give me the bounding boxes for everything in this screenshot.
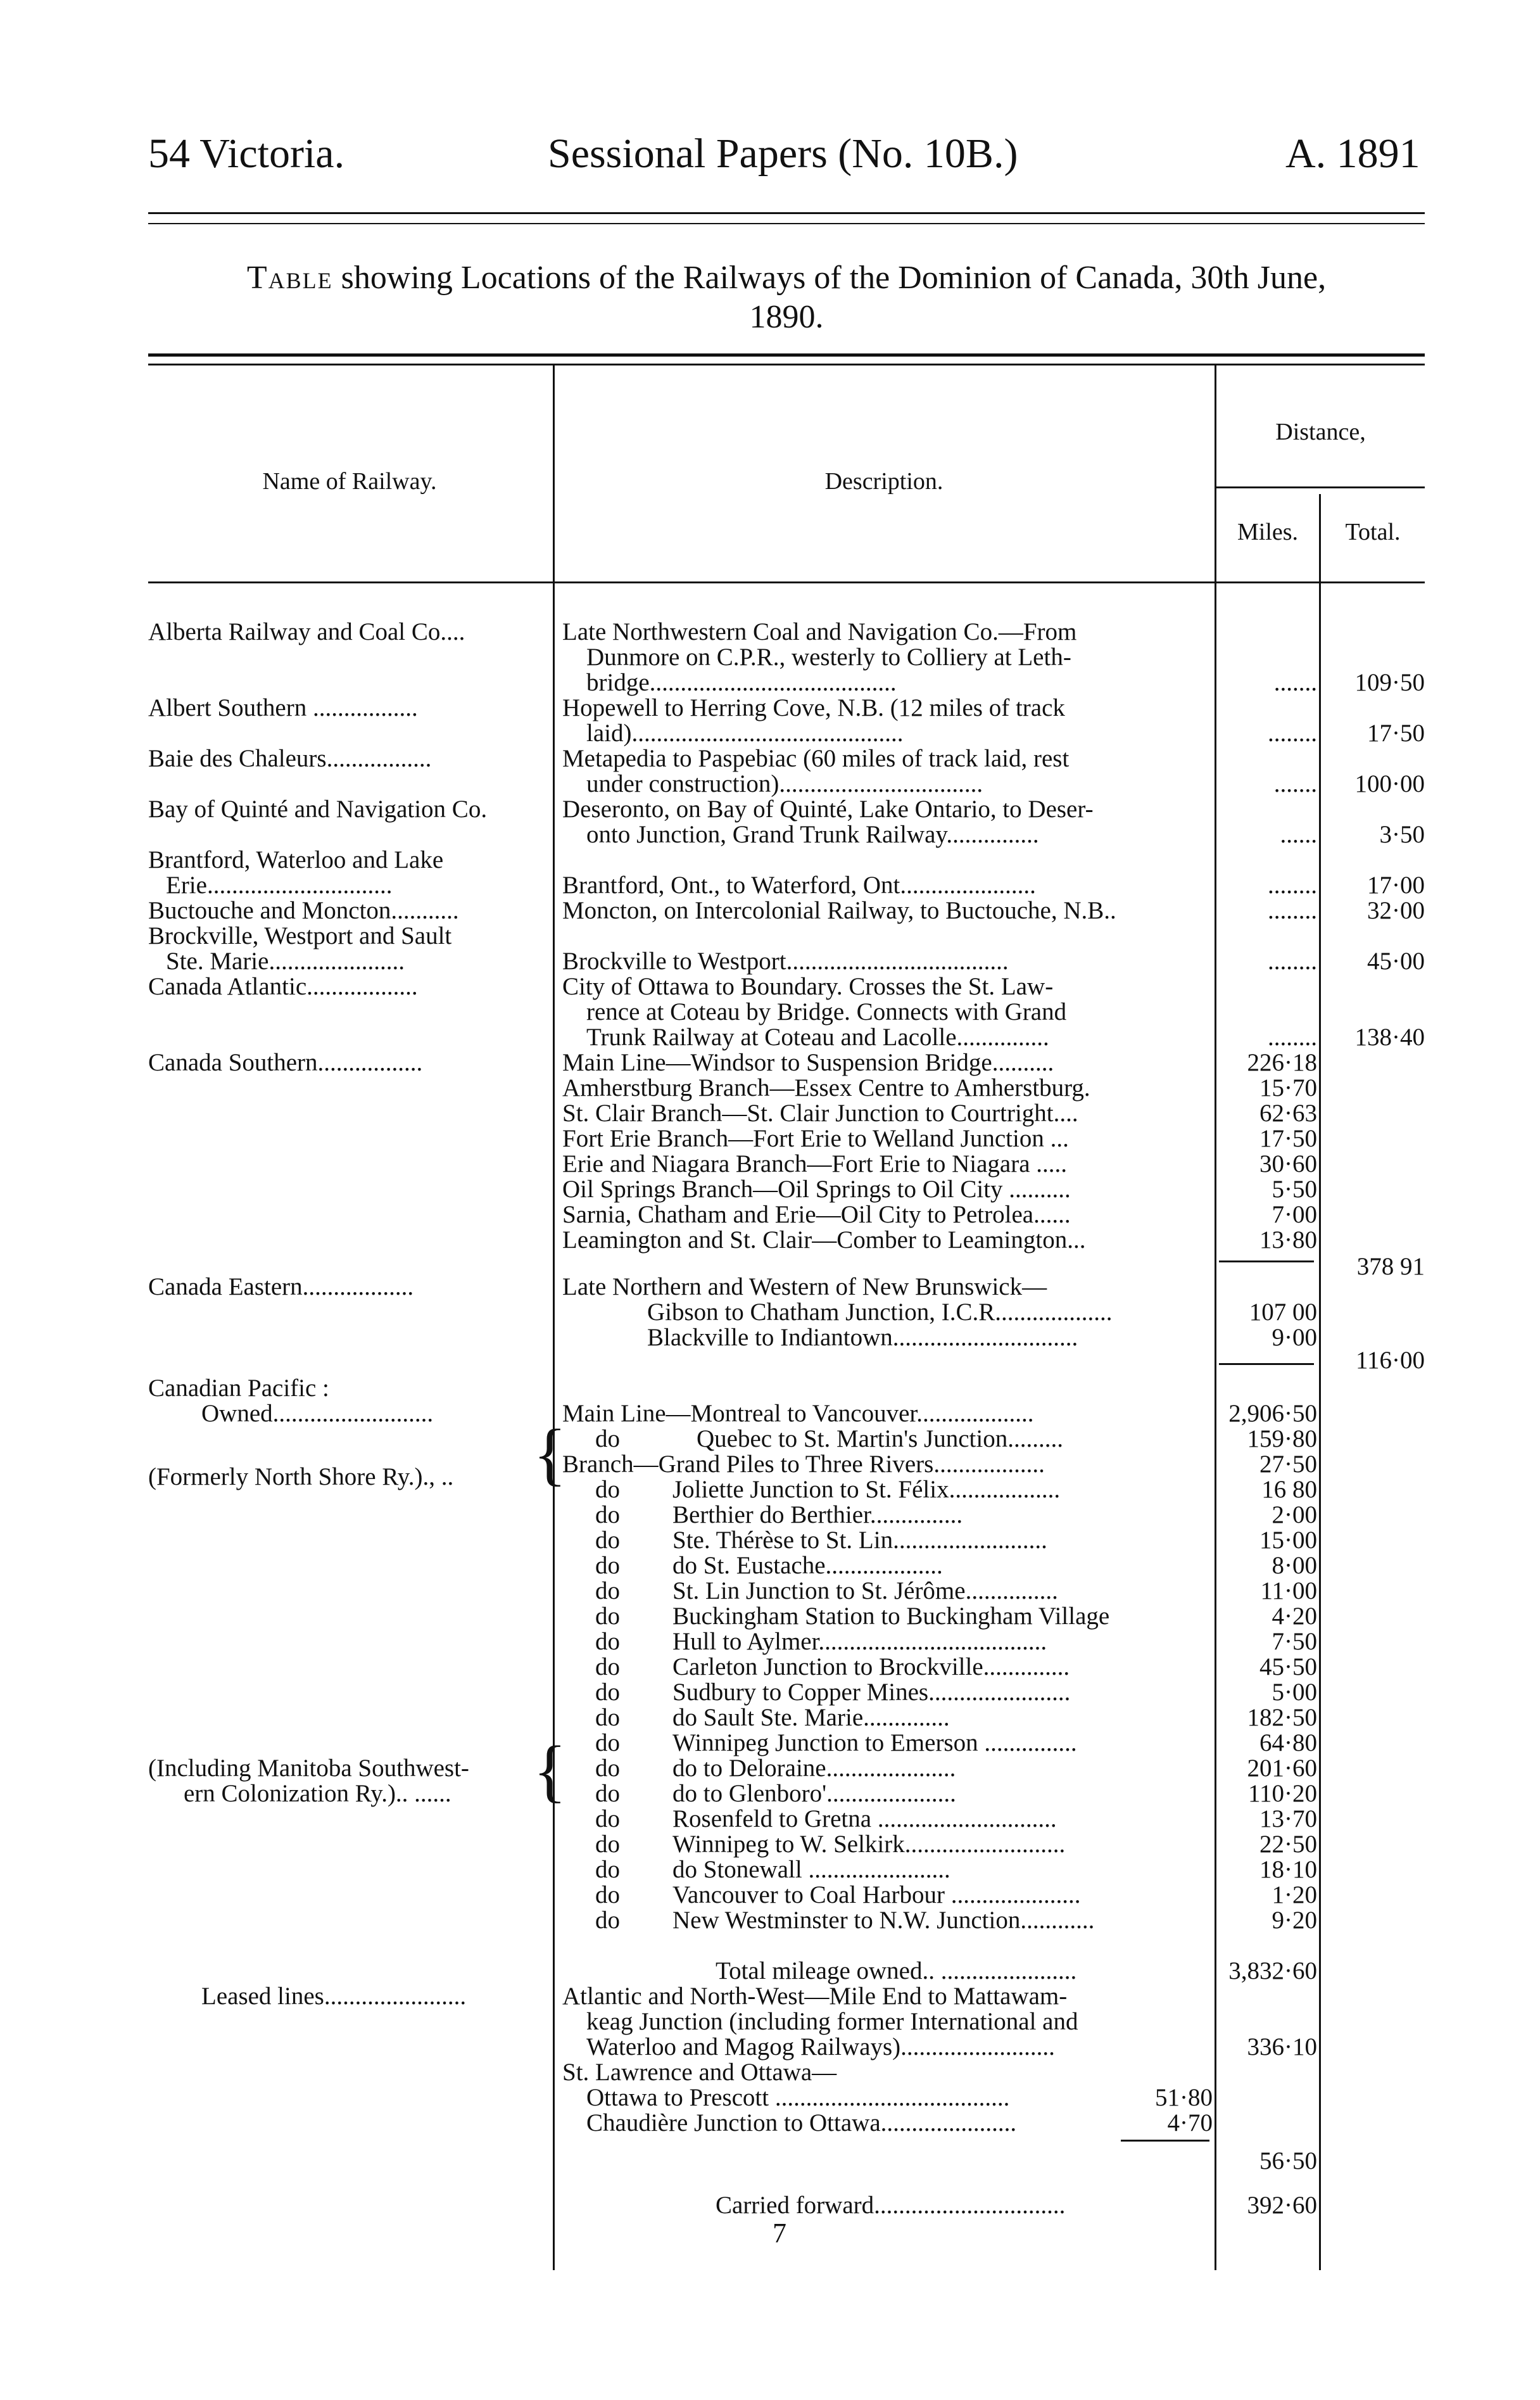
cp-line-miles: 201·60 [1247,1755,1317,1782]
cp-total-owned-value: 3,832·60 [1228,1957,1317,1984]
cp-line-route: Winnipeg Junction to Emerson ............... [672,1729,1077,1756]
table-top-rule-1 [148,353,1425,357]
table-row [0,797,1540,822]
row-miles: ...... [1280,821,1317,848]
cp-line-row [0,1553,1540,1578]
cp-line-prefix: do [595,1907,620,1934]
leased-line-2: keag Junction (including former International and [586,2008,1078,2035]
row-miles: 30·60 [1259,1150,1317,1178]
row-description: rence at Coteau by Bridge. Connects with Grand [586,998,1067,1025]
cp-line-route: Carleton Junction to Brockville.............. [672,1653,1070,1680]
row-railway-name: Bay of Quinté and Navigation Co. [148,796,488,823]
cp-line-miles: 2,906·50 [1228,1400,1317,1427]
cp-line-miles: 9·20 [1272,1907,1317,1934]
row-total: 3·50 [1379,821,1425,848]
cp-line-row [0,1806,1540,1832]
row-description: Erie and Niagara Branch—Fort Erie to Niagara ..... [562,1150,1068,1178]
cp-line-row [0,1477,1540,1502]
cp-manitoba-note-1: (Including Manitoba Southwest- [148,1755,469,1782]
row-description: Trunk Railway at Coteau and Lacolle............... [586,1024,1049,1051]
row-description: Leamington and St. Clair—Comber to Leamington... [562,1226,1086,1254]
cp-line-miles: 7·50 [1272,1628,1317,1655]
cp-line-miles: 18·10 [1259,1856,1317,1883]
row-description: Brantford, Ont., to Waterford, Ont...................... [562,872,1036,899]
row-total: 32·00 [1367,897,1425,924]
table-row [0,1228,1540,1253]
row-railway-name: Canada Southern................. [148,1049,423,1076]
caption-lead: Table [246,260,333,296]
row-total: 109·50 [1354,669,1425,696]
eastern-total-row [0,1348,1540,1373]
cp-line-prefix: do [595,1729,620,1756]
cp-line-route: New Westminster to N.W. Junction............ [672,1907,1095,1934]
table-row [0,670,1540,695]
row-description: Late Northwestern Coal and Navigation Co.—From [562,618,1077,645]
north-shore-brace: { [533,1415,567,1492]
eastern-line-1: Late Northern and Western of New Brunswick— [562,1273,1047,1300]
eastern-row-1 [0,1274,1540,1300]
leased-name: Leased lines....................... [201,1983,467,2010]
row-railway-name: Buctouche and Moncton........... [148,897,459,924]
cp-line-row [0,1908,1540,1933]
table-row [0,695,1540,721]
table-row [0,1076,1540,1101]
cp-line-row [0,1654,1540,1680]
cp-line-row [0,1452,1540,1477]
leased-line-3-miles: 336·10 [1247,2033,1317,2060]
table-row [0,1177,1540,1202]
leased-row-2 [0,2009,1540,2035]
cp-line-prefix: do [595,1881,620,1908]
row-description: Fort Erie Branch—Fort Erie to Welland Junction ... [562,1125,1069,1152]
cp-name-row-1 [0,1376,1540,1401]
cp-line-prefix: do [595,1628,620,1655]
cp-line-prefix: do [595,1603,620,1630]
cp-line-row [0,1832,1540,1857]
southern-total: 378 91 [1356,1253,1425,1280]
cp-name: Canadian Pacific : [148,1375,329,1402]
carried-forward-value: 392·60 [1247,2192,1317,2219]
cp-line-prefix: Branch—Grand Piles to Three Rivers.................. [562,1451,1045,1478]
row-railway-name: Ste. Marie...................... [166,948,405,975]
cp-line-row [0,1883,1540,1908]
cp-line-miles: 5·00 [1272,1679,1317,1706]
row-description: Main Line—Windsor to Suspension Bridge.......... [562,1049,1054,1076]
caption-text: showing Locations of the Railways of the Dominion of Canada, 30th June, [332,260,1327,296]
row-miles: 5·50 [1272,1176,1317,1203]
cp-line-row [0,1604,1540,1629]
cp-line-row [0,1426,1540,1452]
cp-line-miles: 159·80 [1247,1425,1317,1452]
table-row [0,822,1540,848]
cp-line-row [0,1857,1540,1883]
cp-line-route: Vancouver to Coal Harbour ..................... [672,1881,1081,1908]
leased-line-1: Atlantic and North-West—Mile End to Mattawam- [562,1983,1068,2010]
cp-line-route: Ste. Thérèse to St. Lin......................... [672,1527,1047,1554]
row-miles: 13·80 [1259,1226,1317,1254]
row-description: onto Junction, Grand Trunk Railway............... [586,821,1039,848]
table-row [0,898,1540,924]
row-miles: 226·18 [1247,1049,1317,1076]
row-description: St. Clair Branch—St. Clair Junction to Courtright.... [562,1100,1078,1127]
cp-line-miles: 22·50 [1259,1831,1317,1858]
row-railway-name: Canada Atlantic.................. [148,973,418,1000]
cp-line-row [0,1629,1540,1654]
row-description: under construction)................................. [586,770,983,797]
eastern-line-3-miles: 9·00 [1272,1324,1317,1351]
cp-line-miles: 182·50 [1247,1704,1317,1731]
row-railway-name: Brockville, Westport and Sault [148,922,452,949]
row-miles: ....... [1273,770,1317,797]
row-miles: 62·63 [1259,1100,1317,1127]
row-description: bridge........................................ [586,669,897,696]
cp-line-miles: 45·50 [1259,1653,1317,1680]
column-header-bottom-rule [148,581,1425,583]
cp-line-row [0,1680,1540,1705]
row-total: 17·00 [1367,872,1425,899]
leased-sum: 56·50 [1259,2147,1317,2175]
eastern-line-3: Blackville to Indiantown.............................. [647,1324,1078,1351]
page-number: 7 [773,2218,786,2249]
table-row [0,645,1540,670]
eastern-line-2: Gibson to Chatham Junction, I.C.R................... [647,1298,1113,1326]
cp-line-prefix: do [595,1425,620,1452]
table-row [0,1050,1540,1076]
eastern-row-3 [0,1325,1540,1350]
row-total: 17·50 [1367,720,1425,747]
row-description: Oil Springs Branch—Oil Springs to Oil City .......... [562,1176,1071,1203]
header-rule-1 [148,212,1425,214]
row-description: Sarnia, Chatham and Erie—Oil City to Petrolea...... [562,1201,1071,1228]
cp-line-route: do Sault Ste. Marie.............. [672,1704,950,1731]
cp-line-prefix: do [595,1805,620,1832]
row-description: Deseronto, on Bay of Quinté, Lake Ontario, to Deser- [562,796,1094,823]
row-railway-name: Erie.............................. [166,872,393,899]
cp-line-prefix: do [595,1577,620,1604]
row-total: 138·40 [1354,1024,1425,1051]
cp-line-route: Sudbury to Copper Mines....................... [672,1679,1071,1706]
row-miles: 15·70 [1259,1074,1317,1102]
header-center: Sessional Papers (No. 10B.) [548,130,1018,177]
table-row [0,924,1540,949]
cp-total-owned-row [0,1959,1540,1984]
row-miles: 7·00 [1272,1201,1317,1228]
row-railway-name: Baie des Chaleurs................. [148,745,432,772]
cp-north-shore-note: (Formerly North Shore Ry.)., .. [148,1463,454,1490]
cp-line-miles: 2·00 [1272,1501,1317,1528]
leased-sum-row [0,2149,1540,2174]
cp-line-route: Quebec to St. Martin's Junction......... [697,1425,1063,1452]
row-miles: ........ [1268,720,1317,747]
column-header-total: Total. [1345,519,1401,545]
table-row [0,974,1540,1000]
table-caption [148,258,1425,337]
cp-line-prefix: do [595,1831,620,1858]
row-description: laid)............................................ [586,720,904,747]
table-row [0,771,1540,797]
cp-line-miles: 64·80 [1259,1729,1317,1756]
cp-line-row [0,1756,1540,1781]
manitoba-brace: { [533,1732,567,1809]
row-railway-name: Albert Southern ................. [148,694,418,721]
cp-line-prefix: do [595,1780,620,1807]
leased-row-4 [0,2060,1540,2085]
table-row [0,746,1540,771]
cp-line-route: Winnipeg to W. Selkirk.......................... [672,1831,1066,1858]
leased-row-1 [0,1984,1540,2009]
column-header-description: Description. [824,468,944,495]
cp-line-miles: 16 80 [1261,1476,1317,1503]
row-description: Moncton, on Intercolonial Railway, to Buctouche, N.B.. [562,897,1116,924]
cp-line-miles: 1·20 [1272,1881,1317,1908]
cp-line-route: Berthier do Berthier............... [672,1501,963,1528]
cp-line-miles: 4·20 [1272,1603,1317,1630]
cp-line-prefix: do [595,1856,620,1883]
cp-line-prefix: do [595,1679,620,1706]
cp-line-row [0,1528,1540,1553]
row-miles: 17·50 [1259,1125,1317,1152]
eastern-row-2 [0,1300,1540,1325]
row-railway-name: Brantford, Waterloo and Lake [148,846,444,873]
table-row [0,1025,1540,1050]
cp-line-route: do to Glenboro'..................... [672,1780,956,1807]
carried-forward-label: Carried forward............................... [716,2192,1066,2219]
cp-manitoba-note-2: ern Colonization Ry.).. ...... [184,1780,451,1807]
cp-line-row [0,1578,1540,1604]
cp-line-route: St. Lin Junction to St. Jérôme............... [672,1577,1058,1604]
row-miles: ....... [1273,669,1317,696]
eastern-line-2-miles: 107 00 [1249,1298,1317,1326]
row-railway-name: Alberta Railway and Coal Co.... [148,618,465,645]
cp-line-route: Hull to Aylmer..................................... [672,1628,1047,1655]
caption-year: 1890. [749,299,824,335]
leased-line-6: Chaudière Junction to Ottawa...................... [586,2109,1017,2137]
row-miles: ........ [1268,897,1317,924]
cp-line-route: do St. Eustache................... [672,1552,943,1579]
leased-row-5 [0,2085,1540,2111]
cp-line-prefix: do [595,1704,620,1731]
leased-row-6 [0,2111,1540,2136]
table-row [0,848,1540,873]
cp-line-row [0,1401,1540,1426]
leased-row-3 [0,2035,1540,2060]
row-miles: ........ [1268,872,1317,899]
table-row [0,1152,1540,1177]
table-top-rule-2 [148,364,1425,365]
table-row [0,949,1540,974]
row-description: Amherstburg Branch—Essex Centre to Amherstburg. [562,1074,1090,1102]
cp-line-prefix: do [595,1653,620,1680]
header-right: A. 1891 [1285,130,1420,177]
column-header-name: Name of Railway. [262,468,437,495]
cp-total-owned-label: Total mileage owned.. ...................... [716,1957,1077,1984]
table-row [0,1126,1540,1152]
table-row [0,873,1540,898]
cp-line-miles: 13·70 [1259,1805,1317,1832]
cp-line-row [0,1502,1540,1528]
row-miles: ........ [1268,948,1317,975]
column-header-distance: Distance, [1275,419,1366,445]
cp-line-row [0,1730,1540,1756]
leased-line-5-value: 51·80 [1155,2084,1213,2111]
cp-line-route: Buckingham Station to Buckingham Village [672,1603,1110,1630]
table-row [0,1000,1540,1025]
cp-line-prefix: Main Line—Montreal to Vancouver................... [562,1400,1034,1427]
cp-line-miles: 11·00 [1260,1577,1317,1604]
cp-line-row [0,1705,1540,1730]
cp-line-prefix: do [595,1527,620,1554]
eastern-name: Canada Eastern.................. [148,1273,414,1300]
cp-owned: Owned.......................... [201,1400,434,1427]
cp-line-miles: 15·00 [1259,1527,1317,1554]
cp-line-prefix: do [595,1552,620,1579]
leased-subtotal-rule [1121,2140,1209,2142]
row-total: 45·00 [1367,948,1425,975]
cp-line-miles: 27·50 [1259,1451,1317,1478]
table-row [0,1101,1540,1126]
cp-line-miles: 110·20 [1247,1780,1317,1807]
cp-line-prefix: do [595,1501,620,1528]
table-row [0,721,1540,746]
table-row [0,1202,1540,1228]
leased-line-3: Waterloo and Magog Railways)......................... [586,2033,1055,2060]
row-miles: ........ [1268,1024,1317,1051]
distance-subheader-rule [1215,486,1425,488]
cp-line-row [0,1781,1540,1806]
header-rule-2 [148,223,1425,224]
row-description: Metapedia to Paspebiac (60 miles of track laid, rest [562,745,1070,772]
row-description: City of Ottawa to Boundary. Crosses the St. Law- [562,973,1054,1000]
row-total: 100·00 [1354,770,1425,797]
cp-line-prefix: do [595,1476,620,1503]
leased-line-5: Ottawa to Prescott ...................................... [586,2084,1010,2111]
table-row [0,619,1540,645]
carried-forward-row [0,2193,1540,2218]
row-description: Brockville to Westport.................................... [562,948,1009,975]
cp-line-route: Rosenfeld to Gretna ............................. [672,1805,1057,1832]
cp-line-miles: 8·00 [1272,1552,1317,1579]
eastern-total: 116·00 [1355,1347,1425,1374]
column-header-miles: Miles. [1237,519,1299,545]
cp-line-route: Joliette Junction to St. Félix.................. [672,1476,1061,1503]
leased-line-4: St. Lawrence and Ottawa— [562,2059,837,2086]
header-left: 54 Victoria. [148,130,345,177]
cp-line-route: do to Deloraine..................... [672,1755,956,1782]
leased-line-6-value: 4·70 [1167,2109,1213,2137]
cp-line-route: do Stonewall ....................... [672,1856,950,1883]
row-description: Dunmore on C.P.R., westerly to Colliery at Leth- [586,644,1071,671]
row-description: Hopewell to Herring Cove, N.B. (12 miles of track [562,694,1065,721]
cp-line-prefix: do [595,1755,620,1782]
